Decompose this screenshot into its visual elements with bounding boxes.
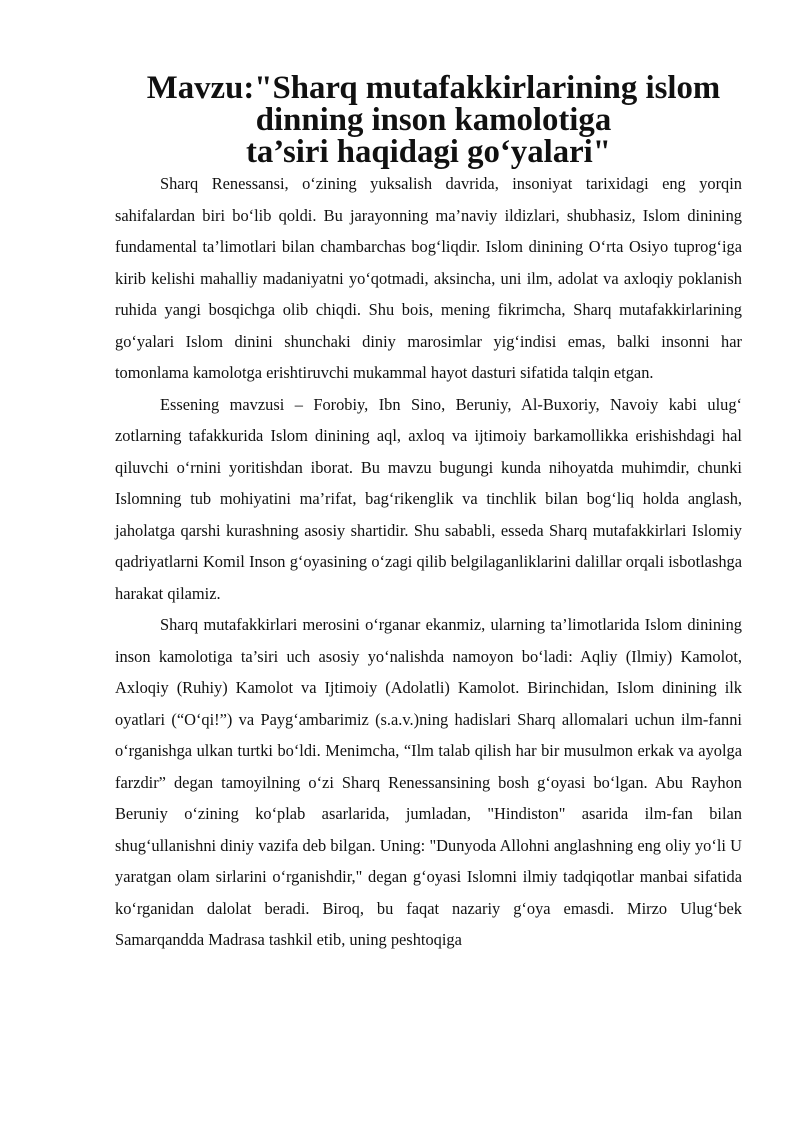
document-title: [115, 72, 742, 168]
paragraph-introduction: Sharq Renessansi, o‘zining yuksalish davrida, insoniyat tarixidagi eng yorqin sahifalardan biri bo‘lib qoldi. Bu jarayonning ma’naviy ildizlari, shubhasiz, Islom dinining fundamental ta’limotlari bilan chambarchas bog‘liqdir. Islom dinining O‘rta Osiyo tuprog‘iga kirib kelishi mahalliy madaniyatni yo‘qotmadi, aksincha, uni ilm, adolat va axloqiy poklanish ruhida yangi bosqichga olib chiqdi. Shu bois, mening fikrimcha, Sharq mutafakkirlarining go‘yalari Islom dinini shunchaki diniy marosimlar yig‘indisi emas, balki insonni har tomonlama kamolotga erishtiruvchi mukammal hayot dasturi sifatida talqin etgan.: [115, 174, 742, 382]
document-body: [115, 72, 742, 956]
paragraph-essay-topic: Essening mavzusi – Forobiy, Ibn Sino, Beruniy, Al-Buxoriy, Navoiy kabi ulug‘ zotlarning tafakkurida Islom dinining aql, axloq va ijtimoiy barkamollikka erishishdagi hal qiluvchi o‘rnini yoritishdan iborat. Bu mavzu bugungi kunda nihoyatda muhimdir, chunki Islomning tub mohiyatini ma’rifat, bag‘rikenglik va tinchlik bilan bog‘liq holda anglash, jaholatga qarshi kurashning asosiy shartidir. Shu sababli, esseda Sharq mutafakkirlari Islomiy qadriyatlarni Komil Inson g‘oyasining o‘zagi qilib belgilaganliklarini dalillar orqali isbotlashga harakat qilamiz.: [115, 394, 742, 603]
title-line-2: ta’siri haqidagi go‘yalari": [245, 134, 611, 170]
paragraph-main-body: Sharq mutafakkirlari merosini o‘rganar ekanmiz, ularning ta’limotlarida Islom dinining inson kamolotiga ta’siri uch asosiy yo‘nalishda namoyon bo‘ladi: Aqliy (Ilmiy) Kamolot, Axloqiy (Ruhiy) Kamolot va Ijtimoiy (Adolatli) Kamolot. Birinchidan, Islom dinining ilk oyatlari (“O‘qi!”) va Payg‘ambarimiz (s.a.v.)ning hadislari Sharq allomalari uchun ilm-fanni o‘rganishga ulkan turtki bo‘ldi. Menimcha, “Ilm talab qilish har bir musulmon erkak va ayolga farzdir” degan tamoyilning o‘zi Sharq Renessansining bosh g‘oyasi bo‘lgan. Abu Rayhon Beruniy o‘zining ko‘plab asarlarida, jumladan, "Hindiston" asarida ilm-fan bilan shug‘ullanishni diniy vazifa deb bilgan. Uning: "Dunyoda Allohni anglashning eng oliy yo‘li U yaratgan olam sirlarini o‘rganishdir," degan g‘oyasi Islomni ilmiy tadqiqotlar manbai sifatida ko‘rganidan dalolat beradi. Biroq, bu faqat nazariy g‘oya emasdi. Mirzo Ulug‘bek Samarqandda Madrasa tashkil etib, uning peshtoqiga: [115, 615, 742, 949]
title-line-1: Mavzu:"Sharq mutafakkirlarining islom dinning inson kamolotiga: [146, 70, 721, 138]
